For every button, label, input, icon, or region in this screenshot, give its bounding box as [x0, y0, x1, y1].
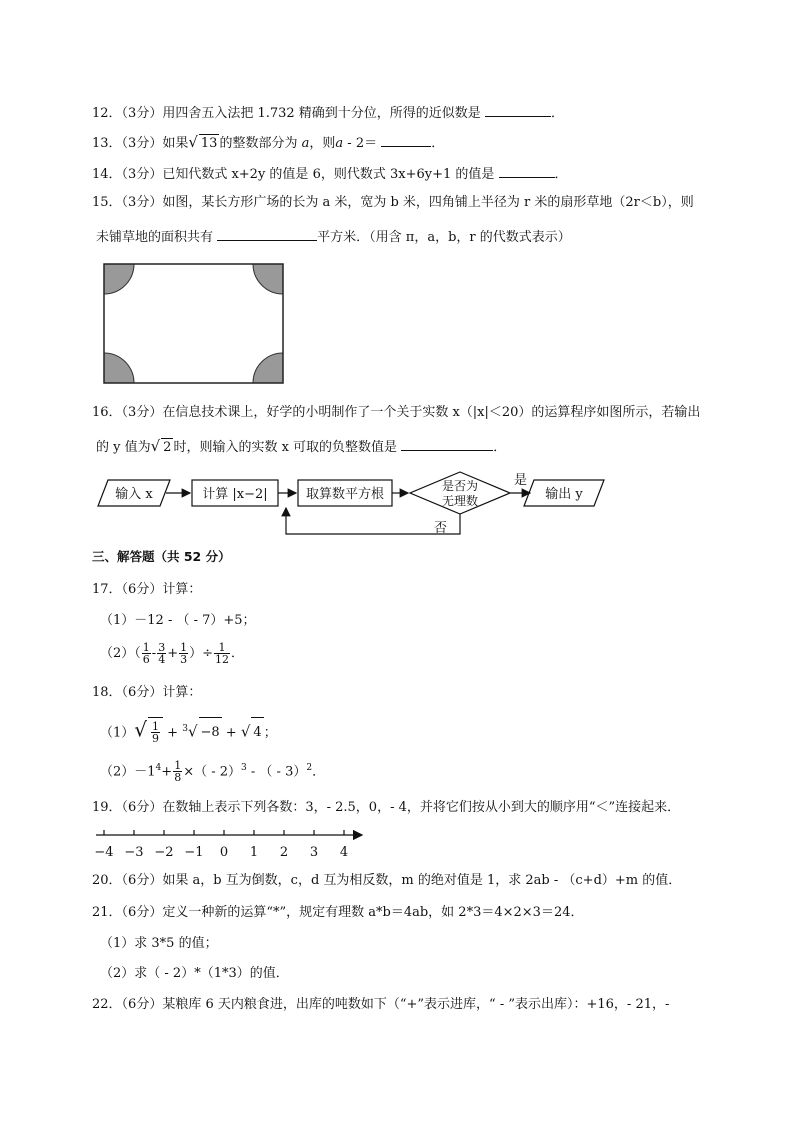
corner-sector-bottom-right	[253, 353, 285, 385]
flowchart	[94, 470, 614, 538]
answer-blank[interactable]	[499, 163, 555, 178]
axis-tick-label: 2	[279, 845, 289, 860]
question-21-part1: （1）求 3*5 的值；	[100, 936, 218, 951]
flow-output-label: 输出 y	[545, 487, 583, 502]
answer-blank[interactable]	[401, 436, 493, 451]
radical-sign: √	[150, 437, 161, 455]
number-line	[92, 826, 372, 862]
question-21-part2: （2）求（ - 2）*（1*3）的值．	[100, 966, 289, 981]
question-16-line2: 的 y 值为√ 2 时，则输入的实数 x 可取的负整数值是 ．	[96, 437, 507, 455]
answer-blank[interactable]	[381, 132, 431, 147]
corner-sector-top-right	[253, 263, 285, 294]
flow-no-label: 否	[434, 521, 448, 536]
axis-tick-label: −3	[124, 845, 144, 860]
question-18: 18．（6分）计算：	[92, 685, 202, 700]
axis-tick-label: −4	[94, 845, 114, 860]
question-17: 17．（6分）计算：	[92, 582, 202, 597]
question-17-part1: （1）－12 - （ - 7）+5；	[100, 613, 256, 628]
question-12: 12．（3分）用四舍五入法把 1.732 精确到十分位，所得的近似数是 ．	[92, 102, 564, 123]
question-15: 15．（3分）如图，某长方形广场的长为 a 米，宽为 b 米，四角铺上半径为 r 米的扇形草地（2r＜b），则	[92, 195, 694, 210]
axis-tick-label: −2	[154, 845, 174, 860]
question-21: 21．（6分）定义一种新的运算“*”，规定有理数 a*b＝4ab，如 2*3＝4×2×3＝24．	[92, 905, 584, 920]
flow-decision-label-2: 无理数	[441, 494, 479, 508]
flow-calc-label: 计算 |x−2|	[202, 487, 268, 502]
question-15-line2: 未铺草地的面积共有 平方米．（用含 π，a，b，r 的代数式表示）	[96, 226, 571, 247]
question-18-part2: $(2)-1^4+$ $\frac{1}{8}$ ×（ - 2）$^3$ - （ - 3）$^2$．	[100, 759, 326, 785]
flow-input-label: 输入 x	[115, 487, 153, 502]
question-16: 16．（3分）在信息技术课上，好学的小明制作了一个关于实数 x（|x|＜20）的运算程序如图所示，若输出	[92, 405, 701, 420]
question-17-part2: （2）（ $\frac{1}{6}$ - $\frac{3}{4}$ + $\frac{1}{3}$ ）÷ $\frac{1}{12}$ ．	[100, 641, 245, 666]
radical-sign: √	[188, 133, 198, 151]
corner-sector-top-left	[103, 263, 134, 294]
question-18-part1: （1）√ $\frac{1}{9}$ + $^3$√ −8 + √ 4 ；	[100, 714, 277, 748]
axis-tick-label: 0	[219, 845, 229, 860]
axis-tick-label: −1	[184, 845, 204, 860]
question-14: 14．（3分）已知代数式 x+2y 的值是 6，则代数式 3x+6y+1 的值是 ．	[92, 163, 568, 184]
axis-tick-label: 4	[339, 845, 349, 860]
question-20: 20．（6分）如果 a，b 互为倒数，c，d 互为相反数，m 的绝对值是 1，求 2ab - （c+d）+m 的值．	[92, 873, 682, 888]
question-13: 13．（3分）如果√ 13 的整数部分为 a，则a - 2＝ ．	[92, 133, 445, 151]
rectangle-figure	[103, 263, 285, 385]
axis-tick-label: 3	[309, 845, 319, 860]
section-heading: 三、解答题（共 52 分）	[92, 549, 231, 564]
corner-sector-bottom-left	[103, 353, 134, 385]
answer-blank[interactable]	[485, 102, 551, 117]
question-22: 22．（6分）某粮库 6 天内粮食进，出库的吨数如下（“+”表示进库，“ - ”表示出库）：+16，- 21，-	[92, 997, 670, 1012]
axis-tick-label: 1	[249, 845, 259, 860]
flow-decision-label-1: 是否为	[441, 479, 479, 493]
question-19: 19．（6分）在数轴上表示下列各数：3，- 2.5，0，- 4，并将它们按从小到大的顺序用“＜”连接起来．	[92, 800, 681, 815]
answer-blank[interactable]	[217, 226, 317, 241]
flow-sqrt-label: 取算数平方根	[305, 487, 385, 502]
flow-yes-label: 是	[514, 473, 528, 488]
